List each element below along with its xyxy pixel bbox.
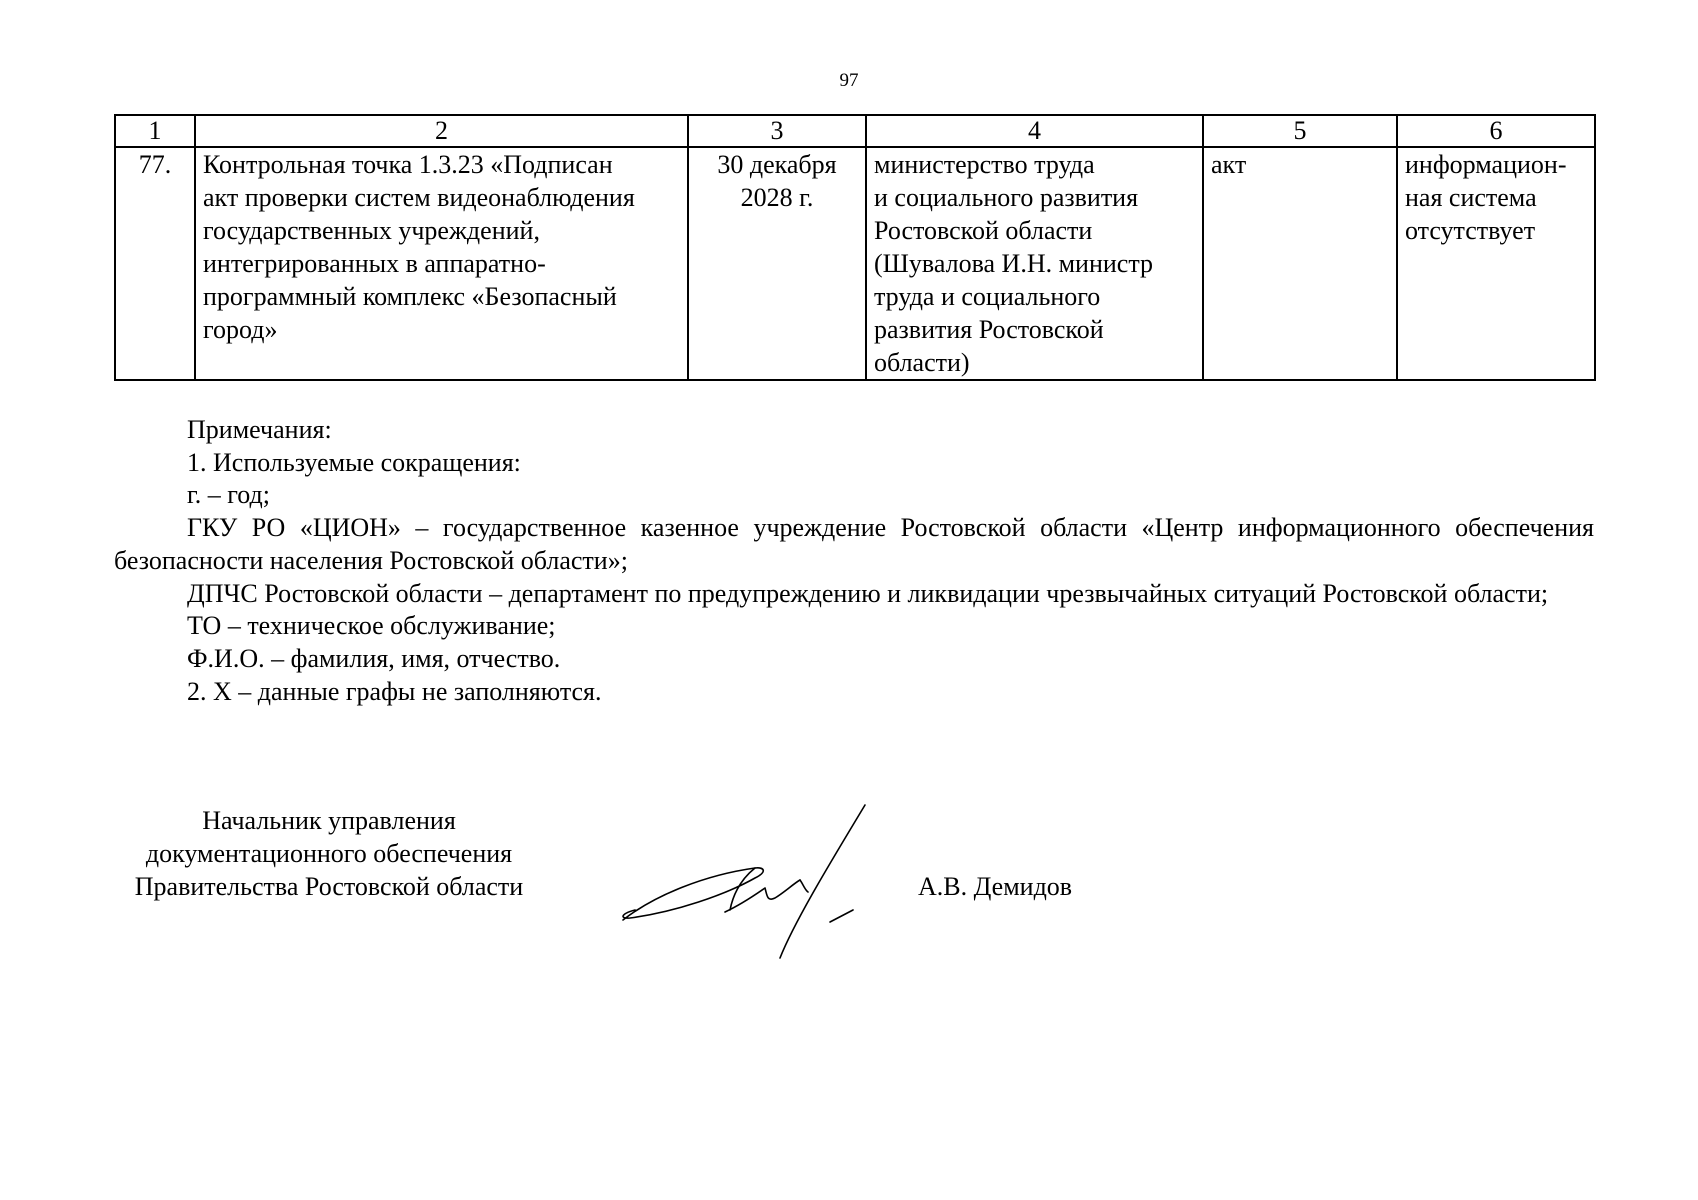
control-point-name-cell [195,147,688,380]
info-system-line: отсутствует [1405,216,1536,245]
table-header-row [115,115,1595,147]
responsible-line: области) [874,348,970,377]
name-line: государственных учреждений, [203,216,540,245]
responsible-line: развития Ростовской [874,315,1104,344]
due-date-cell [688,147,866,380]
control-points-table [114,114,1596,381]
name-line: акт проверки систем видеонаблюдения [203,183,635,212]
responsible-line: и социального развития [874,183,1139,212]
signer-name: А.В. Демидов [918,872,1073,901]
name-line: программный комплекс «Безопасный [203,282,617,311]
signer-title-line: Начальник управления [202,806,456,835]
column-header-1: 1 [115,115,195,147]
document-type-cell: акт [1203,147,1397,380]
date-line: 30 декабря [717,150,837,179]
notes-section [114,414,1594,708]
notes-item-2: 2. Х – данные графы не заполняются. [187,676,602,706]
signer-title-line: Правительства Ростовской области [134,872,524,901]
column-header-4: 4 [866,115,1203,147]
info-system-line: ная система [1405,183,1537,212]
handwritten-signature [615,800,915,960]
name-line: интегрированных в аппаратно- [203,249,546,278]
page-number: 97 [839,70,859,91]
responsible-cell [866,147,1203,380]
abbreviation-fio: Ф.И.О. – фамилия, имя, отчество. [187,643,561,673]
abbreviation-gku: ГКУ РО «ЦИОН» – государственное казенное учреждение Ростовской области «Центр информационного обеспечения безопасности населения Ростовской области»; [114,513,1594,575]
signer-title [114,804,544,903]
signer-title-line: документационного обеспечения [145,839,513,868]
column-header-3: 3 [688,115,866,147]
responsible-line: министерство труда [874,150,1095,179]
info-system-line: информацион- [1405,150,1567,179]
column-header-2: 2 [195,115,688,147]
info-system-cell [1397,147,1595,380]
column-header-5: 5 [1203,115,1397,147]
name-line: город» [203,315,278,344]
notes-heading: Примечания: [187,415,332,444]
abbreviation-dpchs: ДПЧС Ростовской области – департамент по предупреждению и ликвидации чрезвычайных ситуаций Ростовской области; [187,578,1549,608]
date-line: 2028 г. [740,183,814,212]
responsible-line: Ростовской области [874,216,1093,245]
responsible-line: (Шувалова И.Н. министр [874,249,1154,278]
responsible-line: труда и социального [874,282,1101,311]
column-header-6: 6 [1397,115,1595,147]
row-number-cell: 77. [115,147,195,380]
abbreviation-year: г. – год; [187,480,270,510]
abbreviation-to: ТО – техническое обслуживание; [187,611,556,641]
table-row [115,147,1595,380]
notes-item-1: 1. Используемые сокращения: [187,447,521,477]
name-line: Контрольная точка 1.3.23 «Подписан [203,150,613,179]
